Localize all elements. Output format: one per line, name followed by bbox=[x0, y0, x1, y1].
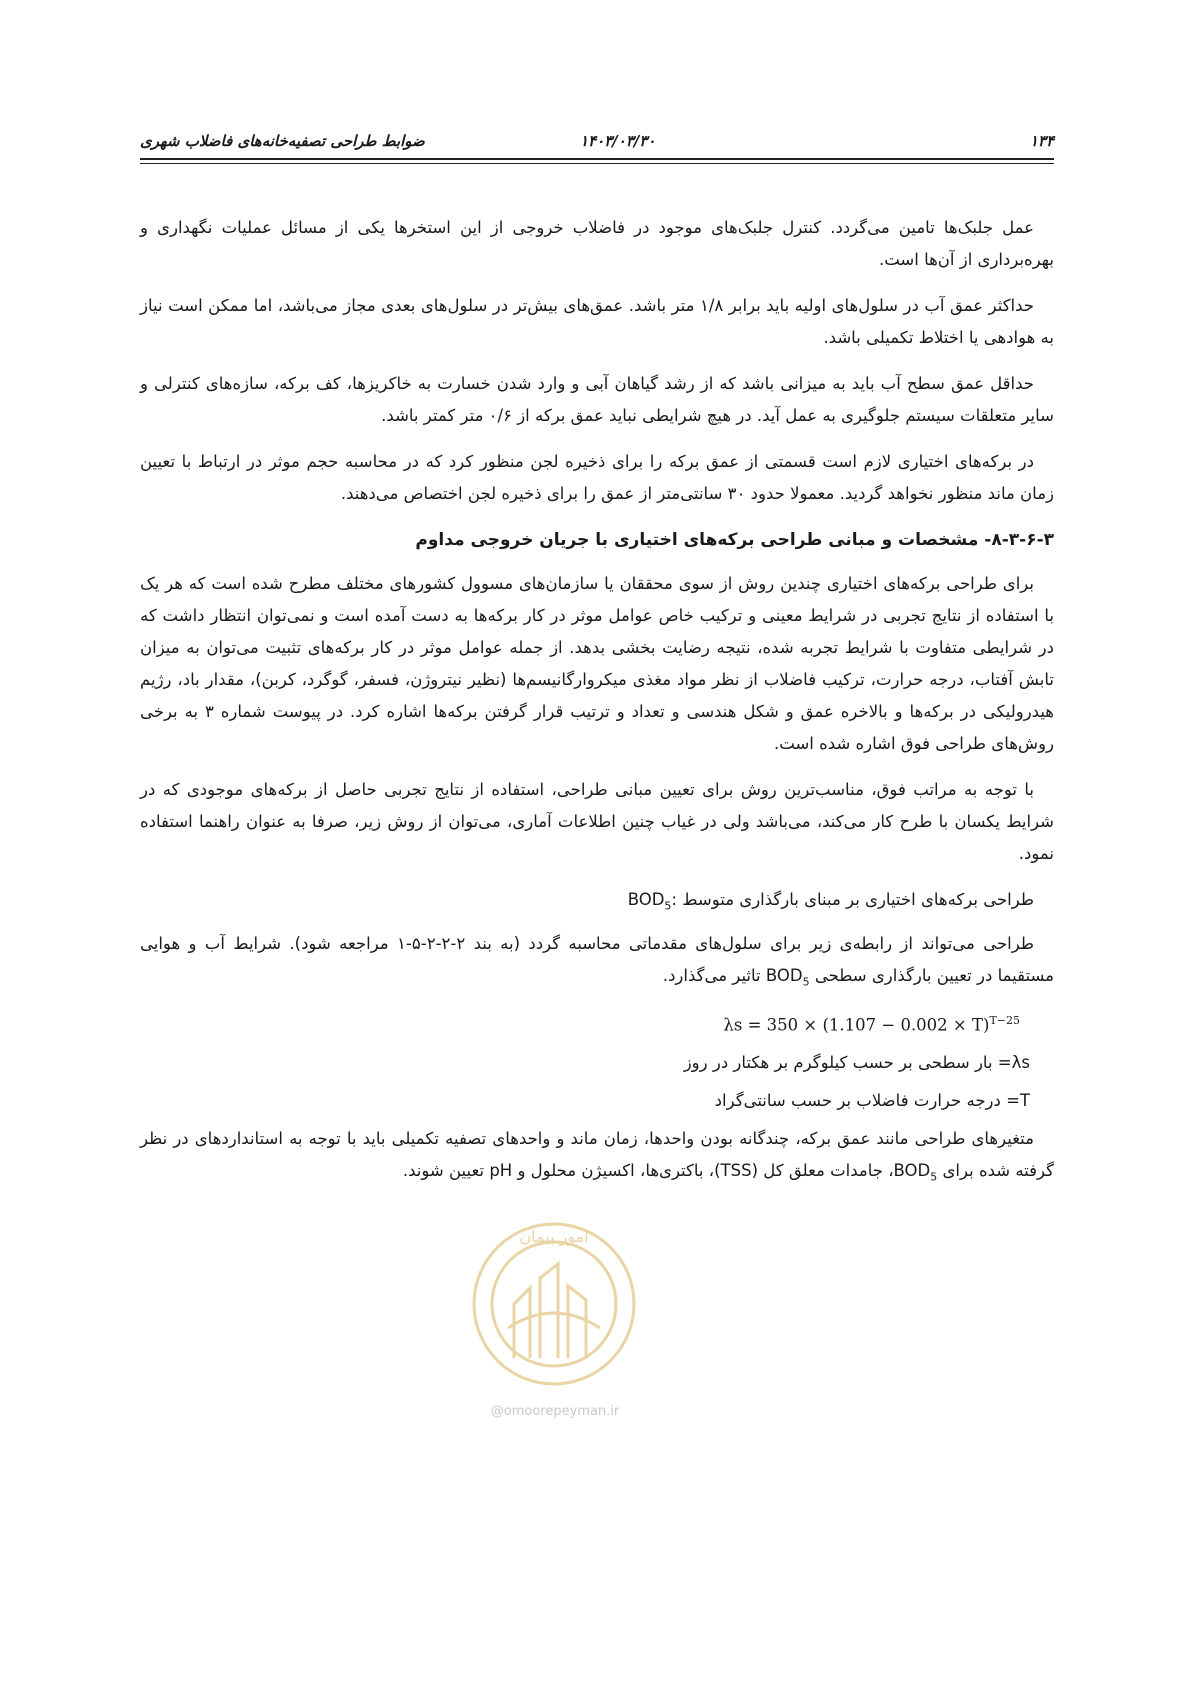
watermark-outer-ring bbox=[474, 1224, 634, 1384]
paragraph-7 bbox=[140, 884, 1054, 922]
watermark-logo bbox=[468, 1208, 640, 1418]
paragraph-1: عمل جلبک‌ها تامین می‌گردد. کنترل جلبک‌های موجود در فاضلاب خروجی از این استخرها یکی از مسائل عملیات نگهداری و بهره‌برداری از آن‌ها است. bbox=[140, 218, 1054, 269]
definition-temperature: T= درجه حرارت فاضلاب بر حسب سانتی‌گراد bbox=[714, 1091, 1030, 1111]
paragraph-8: طراحی می‌تواند از رابطه‌ی زیر برای سلول‌های مقدماتی محاسبه گردد (به بند ۲-۲-۲-۵-۱ مراجعه شود). شرایط آب و هوایی مستقیما در تعیین بارگذاری سطحی $BOD_5$ تاثیر می‌گذارد. bbox=[140, 934, 1054, 989]
watermark-logo-text: امور پیمان bbox=[519, 1227, 589, 1246]
page-content bbox=[140, 212, 1054, 1207]
bod5-term: $BOD_5$ bbox=[765, 966, 810, 989]
paragraph-7-text: طراحی برکه‌های اختیاری بر مبنای بارگذاری متوسط bbox=[676, 890, 1034, 909]
watermark-inner-ring bbox=[492, 1242, 616, 1366]
watermark-buildings-icon bbox=[514, 1264, 586, 1358]
formula-main: λs = 350 × (1.107 − 0.002 × T) bbox=[723, 1015, 990, 1035]
bod5-term: $BOD_5$ bbox=[893, 1161, 938, 1184]
section-heading: ۸-۳-۶-۳- مشخصات و مبانی طراحی برکه‌های اختیاری با جریان خروجی مداوم bbox=[415, 530, 1054, 550]
paragraph-6: با توجه به مراتب فوق، مناسب‌ترین روش برای تعیین مبانی طراحی، استفاده از نتایج تجربی حاصل از برکه‌های موجودی که در شرایط یکسان با طرح کار می‌کند، می‌باشد ولی در غیاب چنین اطلاعات آماری، می‌توان از روش زیر، صرفا به عنوان راهنما استفاده نمود. bbox=[140, 780, 1054, 863]
page-number: ۱۳۴ bbox=[1029, 132, 1054, 150]
bod5-term: $BOD_5$: bbox=[627, 890, 677, 913]
paragraph-5: برای طراحی برکه‌های اختیاری چندین روش از سوی محققان یا سازمان‌های مسوول کشورهای مختلف مطرح شده است که هر یک با استفاده از نتایج تجربی در شرایط معینی و ترکیب خاص عوامل موثر در کار برکه‌ها به دست آمده است و نمی‌توان انتظار داشت که در شرایطی متفاوت با شرایط تجربه شده، نتیجه رضایت بخشی بدهد. از جمله عوامل موثر در کار برکه‌های تثبیت می‌توان به میزان تابش آفتاب، درجه حرارت، ترکیب فاضلاب از نظر مواد مغذی میکروارگانیسم‌ها (نظیر نیتروژن، فسفر، گوگرد، کربن)، مقدار باد، رژیم هیدرولیکی در برکه‌ها و بالاخره عمق و شکل هندسی و تعداد و ترتیب قرار گرفتن برکه‌ها اشاره کرد. در پیوست شماره ۳ به برخی روش‌های طراحی فوق اشاره شده است. bbox=[140, 574, 1055, 753]
formula bbox=[140, 1005, 1054, 1042]
header-date: ۱۴۰۳/۰۳/۳۰ bbox=[580, 132, 656, 150]
watermark-url: @omoorepeyman.ir bbox=[490, 1404, 620, 1419]
paragraph-9: متغیرهای طراحی مانند عمق برکه، چندگانه بودن واحدها، زمان ماند و واحدهای تصفیه تکمیلی باید با توجه به استانداردهای در نظر گرفته شده برای $BOD_5،$ جامدات معلق کل (TSS)، باکتری‌ها، اکسیژن محلول و pH تعیین شوند. bbox=[140, 1129, 1054, 1184]
definition-lambda: λs= بار سطحی بر حسب کیلوگرم بر هکتار در روز bbox=[683, 1053, 1030, 1073]
paragraph-4: در برکه‌های اختیاری لازم است قسمتی از عمق برکه را برای ذخیره لجن منظور کرد که در محاسبه حجم موثر در ارتباط با تعیین زمان ماند منظور نخواهد گردید. معمولا حدود ۳۰ سانتی‌متر از عمق را برای ذخیره لجن اختصاص می‌دهند. bbox=[140, 452, 1054, 503]
page-header bbox=[140, 128, 1054, 154]
header-title: ضوابط طراحی تصفیه‌خانه‌های فاضلاب شهری bbox=[140, 132, 425, 150]
header-rule-thick bbox=[140, 158, 1054, 160]
formula-exponent: T−25 bbox=[989, 1013, 1020, 1027]
paragraph-2: حداکثر عمق آب در سلول‌های اولیه باید برابر ۱/۸ متر باشد. عمق‌های بیش‌تر در سلول‌های بعدی مجاز می‌باشد، اما ممکن است نیاز به هوادهی یا اختلاط تکمیلی باشد. bbox=[140, 296, 1054, 347]
header-rule-thin bbox=[140, 163, 1054, 164]
paragraph-3: حداقل عمق سطح آب باید به میزانی باشد که از رشد گیاهان آبی و وارد شدن خسارت به خاکریزها، کف برکه، سازه‌های کنترلی و سایر متعلقات سیستم جلوگیری به عمل آید. در هیچ شرایطی نباید عمق برکه از ۰/۶ متر کمتر باشد. bbox=[140, 374, 1054, 425]
